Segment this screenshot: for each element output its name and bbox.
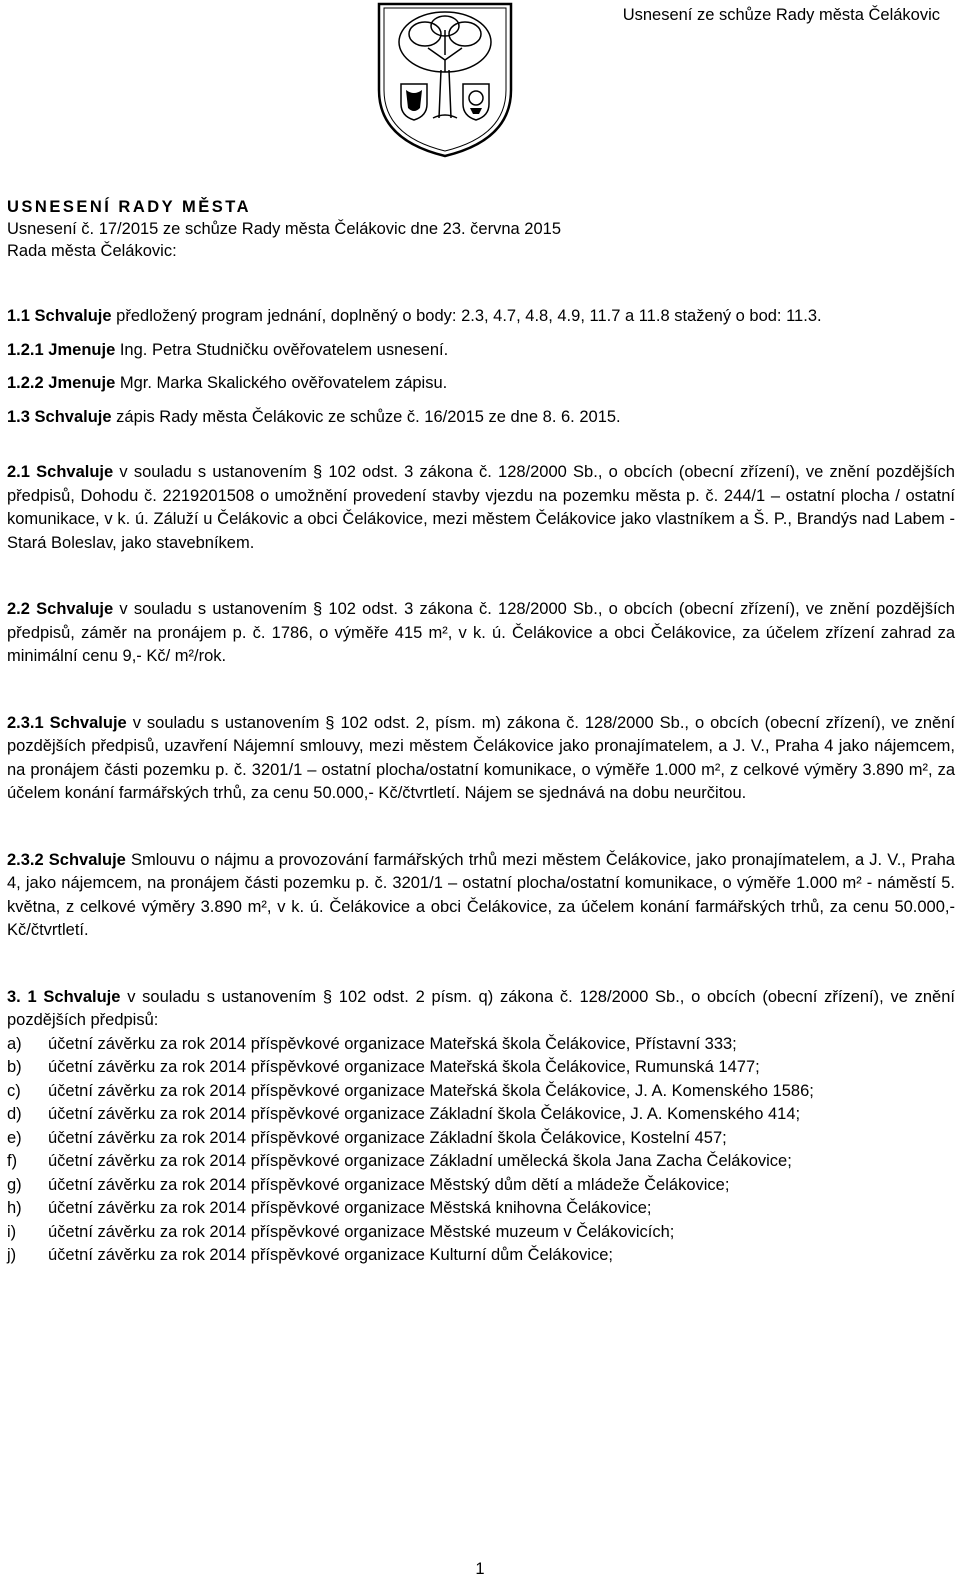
list-letter: j) xyxy=(7,1246,17,1264)
list-text: účetní závěrku za rok 2014 příspěvkové organizace Městská knihovna Čelákovice; xyxy=(48,1199,652,1217)
item-text: předložený program jednání, doplněný o body: 2.3, 4.7, 4.8, 4.9, 11.7 a 11.8 stažený o bod: 11.3. xyxy=(116,307,822,325)
item-number: 1.3 xyxy=(7,407,30,426)
page-number: 1 xyxy=(475,1560,485,1578)
item-verb: Schvaluje xyxy=(43,987,121,1006)
resolution-item xyxy=(7,305,955,329)
item-number: 1.2.1 xyxy=(7,340,44,359)
list-letter: b) xyxy=(7,1058,22,1076)
list-item xyxy=(7,1244,955,1268)
list-text: účetní závěrku za rok 2014 příspěvkové organizace Mateřská škola Čelákovice, Rumunská 1477; xyxy=(48,1058,760,1076)
resolution-item xyxy=(7,598,955,669)
item-verb: Schvaluje xyxy=(34,407,112,426)
list-letter: a) xyxy=(7,1034,22,1053)
item-text: v souladu s ustanovením § 102 odst. 2 písm. q) zákona č. 128/2000 Sb., o obcích (obecní zřízení), ve znění pozdějších předpisů: xyxy=(7,987,955,1029)
resolution-item xyxy=(7,986,955,1033)
resolution-item xyxy=(7,406,955,430)
crest-right-emblem xyxy=(463,84,489,120)
list-text: účetní závěrku za rok 2014 příspěvkové organizace Městské muzeum v Čelákovicích; xyxy=(48,1222,675,1241)
list-text: účetní závěrku za rok 2014 příspěvkové organizace Základní škola Čelákovice, Kostelní 457; xyxy=(48,1128,727,1147)
item-number: 2.2 xyxy=(7,600,30,618)
list-text: účetní závěrku za rok 2014 příspěvkové organizace Základní umělecká škola Jana Zacha Čelákovice; xyxy=(48,1152,792,1170)
list-item xyxy=(7,1080,955,1104)
crest-left-emblem xyxy=(401,84,427,120)
item-text: v souladu s ustanovením § 102 odst. 2, písm. m) zákona č. 128/2000 Sb., o obcích (obecní zřízení), ve znění pozdějších předpisů, uzavření Nájemní smlouvy, mezi městem Čelákovice jako pronajímatelem, a J. V., Praha 4 jako nájemcem, na pronájem části pozemku p. č. 3201/1 – ostatní plocha/ostatní komunikace, o výměře 1.000 m², z celkové výměry 3.890 m², za účelem konání farmářských trhů, za cenu 50.000,- Kč/čtvrtletí. Nájem se sjednává na dobu neurčitou. xyxy=(7,713,955,802)
city-crest-image xyxy=(373,0,517,160)
financial-statements-list xyxy=(7,1033,955,1268)
list-letter: g) xyxy=(7,1175,22,1194)
list-item xyxy=(7,1221,955,1245)
list-text: účetní závěrku za rok 2014 příspěvkové organizace Městský dům dětí a mládeže Čelákovice; xyxy=(48,1175,730,1194)
list-letter: d) xyxy=(7,1105,22,1123)
item-number: 3. 1 xyxy=(7,987,37,1006)
item-number: 2.1 xyxy=(7,463,30,481)
list-item xyxy=(7,1150,955,1174)
item-number: 1.2.2 xyxy=(7,374,44,392)
item-text: Mgr. Marka Skalického ověřovatelem zápisu. xyxy=(119,374,448,392)
council-line: Rada města Čelákovic: xyxy=(7,242,177,260)
resolution-item xyxy=(7,712,955,806)
resolution-item xyxy=(7,461,955,555)
resolution-number-line: Usnesení č. 17/2015 ze schůze Rady města Čelákovic dne 23. června 2015 xyxy=(7,220,561,238)
list-item xyxy=(7,1103,955,1127)
item-text: Ing. Petra Studničku ověřovatelem usnesení. xyxy=(119,340,449,359)
item-verb: Schvaluje xyxy=(36,600,114,618)
list-text: účetní závěrku za rok 2014 příspěvkové organizace Mateřská škola Čelákovice, Přístavní 333; xyxy=(48,1034,737,1053)
resolution-item xyxy=(7,339,955,363)
list-letter: h) xyxy=(7,1199,22,1217)
list-text: účetní závěrku za rok 2014 příspěvkové organizace Mateřská škola Čelákovice, J. A. Komenského 1586; xyxy=(48,1081,814,1100)
resolution-item xyxy=(7,849,955,943)
list-text: účetní závěrku za rok 2014 příspěvkové organizace Základní škola Čelákovice, J. A. Komenského 414; xyxy=(48,1105,801,1123)
item-verb: Schvaluje xyxy=(48,850,126,869)
item-text: v souladu s ustanovením § 102 odst. 3 zákona č. 128/2000 Sb., o obcích (obecní zřízení), ve znění pozdějších předpisů, Dohodu č. 2219201508 o umožnění provedení stavby vjezdu na pozemku města p. č. 244/1 – ostatní plocha / ostatní komunikace, v k. ú. Záluží u Čelákovic a obci Čelákovice, mezi městem Čelákovice jako vlastníkem a Š. P., Brandýs nad Labem - Stará Boleslav, jako stavebníkem. xyxy=(7,463,955,552)
item-number: 1.1 xyxy=(7,307,30,325)
crest-shield-outline xyxy=(379,4,511,156)
list-letter: c) xyxy=(7,1081,21,1100)
item-verb: Schvaluje xyxy=(49,713,127,732)
item-text: zápis Rady města Čelákovic ze schůze č. 16/2015 ze dne 8. 6. 2015. xyxy=(116,407,621,426)
list-item xyxy=(7,1127,955,1151)
item-verb: Jmenuje xyxy=(48,340,116,359)
list-letter: e) xyxy=(7,1128,22,1147)
item-verb: Schvaluje xyxy=(34,307,112,325)
item-text: Smlouvu o nájmu a provozování farmářských trhů mezi městem Čelákovice, jako pronajímatelem, a J. V., Praha 4, jako nájemcem, na pronájem části pozemku p. č. 3201/1 – ostatní plocha/ostatní komunikace, o výměře 1.000 m² - náměstí 5. května, z celkové výměry 3.890 m², v k. ú. Čelákovice a obci Čelákovice, za účelem konání farmářských trhů, za cenu 50.000,- Kč/čtvrtletí. xyxy=(7,850,955,939)
item-verb: Jmenuje xyxy=(48,374,116,392)
list-item xyxy=(7,1197,955,1221)
list-item xyxy=(7,1174,955,1198)
document-body xyxy=(7,196,955,1268)
list-text: účetní závěrku za rok 2014 příspěvkové organizace Kulturní dům Čelákovice; xyxy=(48,1246,613,1264)
item-text: v souladu s ustanovením § 102 odst. 3 zákona č. 128/2000 Sb., o obcích (obecní zřízení), ve znění pozdějších předpisů, záměr na pronájem p. č. 1786, o výměře 415 m², v k. ú. Čelákovice a obci Čelákovice, za účelem zřízení zahrad za minimální cenu 9,- Kč/ m²/rok. xyxy=(7,600,955,665)
list-item xyxy=(7,1033,955,1057)
list-letter: f) xyxy=(7,1152,18,1170)
list-item xyxy=(7,1056,955,1080)
item-number: 2.3.1 xyxy=(7,713,44,732)
item-verb: Schvaluje xyxy=(36,463,114,481)
item-number: 2.3.2 xyxy=(7,850,44,869)
document-header-title: Usnesení ze schůze Rady města Čelákovic xyxy=(622,6,940,24)
resolution-item xyxy=(7,372,955,396)
resolution-heading: USNESENÍ RADY MĚSTA xyxy=(7,198,252,216)
list-letter: i) xyxy=(7,1222,17,1241)
